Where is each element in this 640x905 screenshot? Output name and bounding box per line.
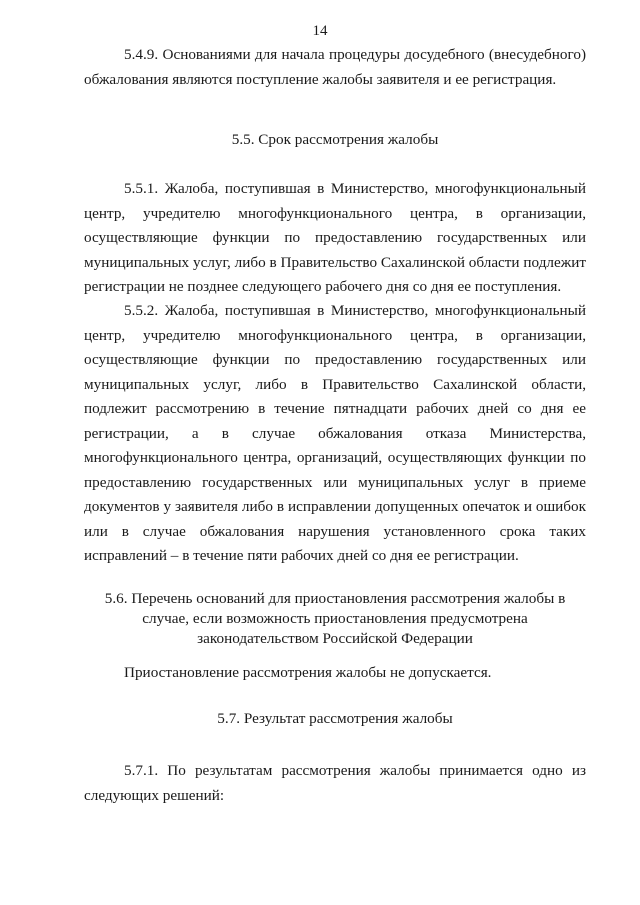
- paragraph-5-4-9: 5.4.9. Основаниями для начала процедуры досудебного (внесудебного) обжалования являются поступление жалобы заявителя и ее регистрация.: [84, 46, 586, 88]
- heading-5-6: [84, 589, 586, 649]
- heading-5-6-line-3: законодательством Российской Федерации: [197, 630, 473, 647]
- heading-5-5: 5.5. Срок рассмотрения жалобы: [231, 131, 439, 148]
- paragraph-5-5-1: 5.5.1. Жалоба, поступившая в Министерство, многофункциональный центр, учредителю многофункционального центра, в организации, осуществляющие функции по предоставлению государственных или муниципальных услуг, либо в Правительство Сахалинской области подлежит регистрации не позднее следующего рабочего дня со дня ее поступления.: [84, 180, 586, 295]
- paragraph-5-7-1: 5.7.1. По результатам рассмотрения жалобы принимается одно из следующих решений:: [84, 762, 586, 804]
- paragraph-5-6: Приостановление рассмотрения жалобы не допускается.: [124, 664, 492, 681]
- paragraph-5-5-2: 5.5.2. Жалоба, поступившая в Министерство, многофункциональный центр, учредителю многофункционального центра, в организации, осуществляющие функции по предоставлению государственных или муниципальных услуг, либо в Правительство Сахалинской области, подлежит рассмотрению в течение пятнадцати рабочих дней со дня ее регистрации, а в случае обжалования отказа Министерства, многофункционального центра, организаций, осуществляющих функции по предоставлению государственных или муниципальных услуг в приеме документов у заявителя либо в исправлении допущенных опечаток и ошибок или в случае обжалования нарушения установленного срока таких исправлений – в течение пяти рабочих дней со дня ее регистрации.: [84, 302, 586, 564]
- heading-5-6-line-2: случае, если возможность приостановления предусмотрена: [142, 610, 528, 627]
- page-number: 14: [312, 23, 328, 39]
- heading-5-7: 5.7. Результат рассмотрения жалобы: [217, 710, 453, 727]
- heading-5-6-line-1: 5.6. Перечень оснований для приостановления рассмотрения жалобы в: [104, 590, 566, 607]
